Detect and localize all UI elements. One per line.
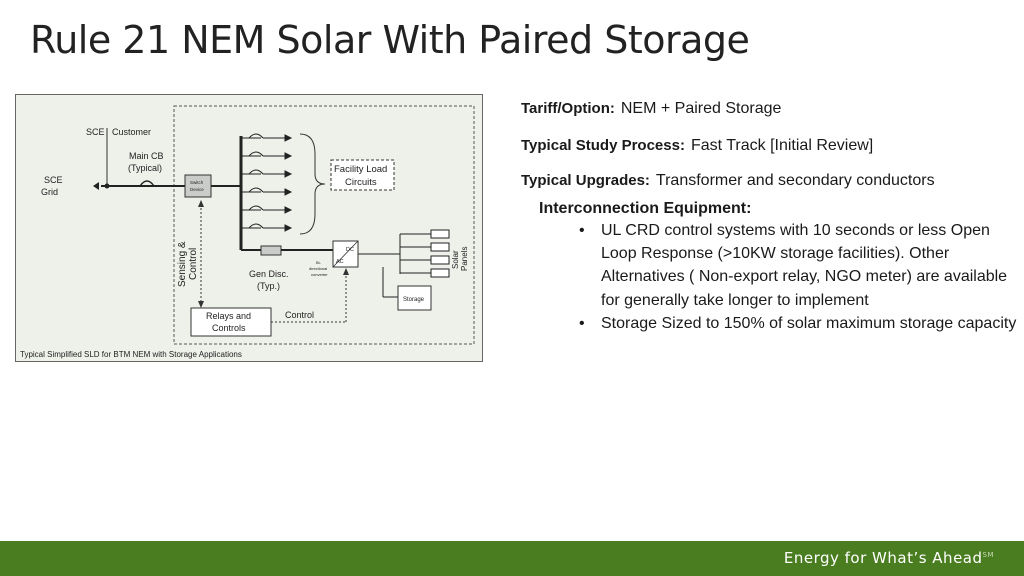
gen-disconnect: [261, 246, 281, 255]
switch-device: [185, 175, 211, 197]
footer-brand: [784, 549, 994, 567]
equipment-list: [579, 219, 1019, 335]
main-cb-sub-label: (Typical): [128, 163, 163, 173]
gen-disc-label-1: Gen Disc.: [249, 269, 289, 279]
bidirectional-label-1: Bi-: [316, 260, 321, 265]
storage-label: Storage: [403, 297, 425, 303]
bidirectional-label-3: converter: [311, 272, 328, 277]
tariff-value: NEM + Paired Storage: [620, 100, 782, 117]
upgrades-value: Transformer and secondary conductors: [655, 172, 935, 189]
solar-panels-label-1: Solar: [451, 250, 460, 269]
sensing-label-1: Sensing &: [177, 241, 188, 287]
control-label: Control: [285, 310, 315, 320]
page-title: Rule 21 NEM Solar With Paired Storage: [30, 18, 750, 62]
meter-point: [105, 184, 110, 189]
brand-tagline: Energy for What’s Ahead: [783, 549, 983, 567]
sce-grid-label-1: SCE: [44, 175, 63, 185]
upgrades-label: Typical Upgrades:: [521, 172, 650, 189]
tariff-row: [521, 97, 781, 120]
customer-label: Customer: [112, 127, 152, 137]
sce-label: SCE: [86, 127, 105, 137]
solar-panels-label-2: Panels: [460, 246, 469, 271]
diagram-caption: Typical Simplified SLD for BTM NEM with Storage Applications: [20, 350, 242, 359]
bidirectional-label-2: directional: [309, 266, 328, 271]
switch-device-label-1: Switch: [190, 180, 204, 185]
sensing-label-2: Control: [188, 247, 199, 280]
upgrades-row: [521, 169, 935, 192]
relays-label-2: Controls: [212, 323, 246, 333]
list-item: • UL CRD control systems with 10 seconds or less Open Loop Response (>10KW storage facilities). Other Alternatives ( Non-export relay, NGO meter) are available for generally take longer to implement: [579, 219, 1019, 312]
ac-label: AC: [336, 259, 344, 265]
dc-label: DC: [346, 247, 354, 253]
gen-disc-label-2: (Typ.): [257, 281, 281, 291]
equipment-heading: Interconnection Equipment:: [539, 200, 752, 217]
service-mark: SM: [982, 551, 994, 559]
relays-label-1: Relays and: [206, 311, 252, 321]
tariff-label: Tariff/Option:: [521, 100, 615, 117]
main-cb-label: Main CB: [129, 151, 164, 161]
switch-device-label-2: Device: [190, 187, 204, 192]
study-label: Typical Study Process:: [521, 137, 685, 154]
study-value: Fast Track [Initial Review]: [690, 137, 874, 154]
study-row: [521, 134, 873, 157]
footer-bar: [0, 541, 1024, 576]
sce-grid-label-2: Grid: [41, 187, 59, 197]
facility-load-label-1: Facility Load: [334, 164, 388, 175]
facility-load-label-2: Circuits: [345, 177, 377, 188]
single-line-diagram: [15, 94, 483, 362]
list-item: • Storage Sized to 150% of solar maximum storage capacity: [579, 312, 1019, 335]
